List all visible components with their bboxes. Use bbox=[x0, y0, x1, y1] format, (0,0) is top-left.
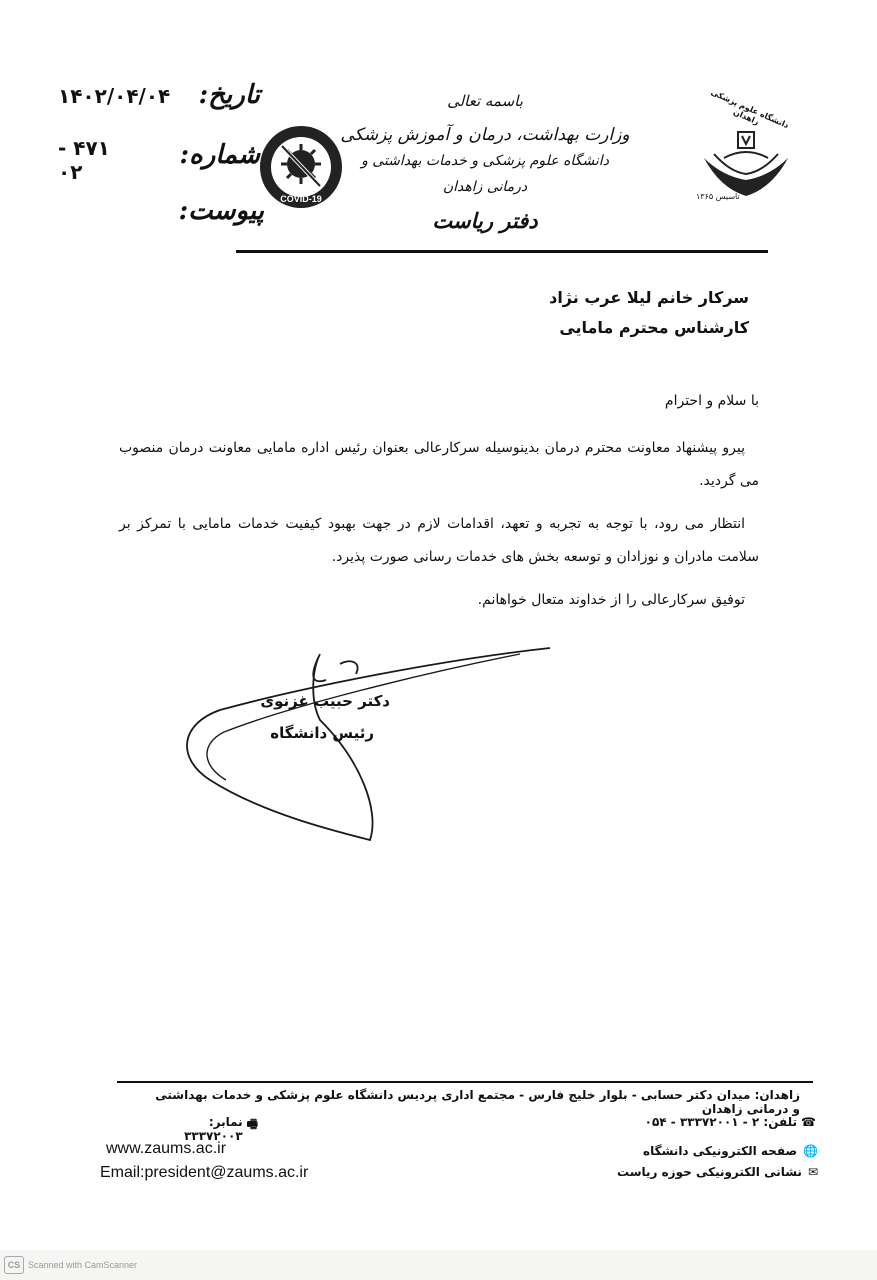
footer-divider bbox=[117, 1081, 813, 1083]
footer-fax: نمابر: ۳۳۳۷۲۰۰۳ bbox=[184, 1115, 243, 1143]
footer-website[interactable]: www.zaums.ac.ir bbox=[106, 1140, 227, 1157]
footer-email-label-row bbox=[600, 1165, 818, 1179]
covid-stamp-text: COVID-19 bbox=[280, 194, 322, 204]
signatory-title: رئیس دانشگاه bbox=[270, 724, 374, 742]
attachment-label: پیوست: bbox=[178, 196, 264, 226]
footer-fax-row bbox=[148, 1115, 258, 1143]
number-value: ۴۷۱ - ۰۲ bbox=[58, 136, 110, 184]
office-name: دفتر ریاست bbox=[432, 208, 538, 233]
email-icon: ✉ bbox=[807, 1165, 818, 1179]
greeting: با سلام و احترام bbox=[664, 393, 759, 409]
footer-address: زاهدان: میدان دکتر حسابی - بلوار خلیج فارس - مجتمع اداری پردیس دانشگاه علوم پزشکی و خدمات بهداشتی و درمانی زاهدان bbox=[155, 1088, 800, 1116]
footer-phone: تلفن: ۲ - ۳۳۳۷۲۰۰۱ - ۰۵۴ bbox=[644, 1115, 798, 1129]
covid-stamp bbox=[258, 124, 344, 210]
footer-email-label: نشانی الکترونیکی حوزه ریاست bbox=[617, 1165, 802, 1179]
footer-web-label: صفحه الکترونیکی دانشگاه bbox=[643, 1144, 798, 1158]
footer-email[interactable]: Email:president@zaums.ac.ir bbox=[100, 1164, 309, 1181]
university-name: دانشگاه علوم پزشکی و خدمات بهداشتی و درمانی زاهدان bbox=[361, 153, 609, 195]
handwritten-signature bbox=[180, 640, 560, 850]
closing-line: توفیق سرکارعالی را از خداوند متعال خواهانم. bbox=[477, 592, 745, 608]
recipient-title: کارشناس محترم مامایی bbox=[559, 318, 749, 337]
basmala: باسمه تعالی bbox=[447, 92, 523, 110]
footer-web-label-row bbox=[600, 1144, 818, 1158]
covid-stamp-icon bbox=[258, 124, 344, 210]
phone-icon: ☎ bbox=[801, 1115, 816, 1129]
logo-founded: تاسیس ۱۳۶۵ bbox=[696, 192, 740, 201]
scanner-watermark bbox=[4, 1256, 137, 1274]
body-paragraph-1: پیرو پیشنهاد معاونت محترم درمان بدینوسیله سرکارعالی بعنوان رئیس اداره مامایی معاونت درمان منصوب می گردید. bbox=[119, 440, 759, 489]
logo-text: دانشگاه علوم پزشکی زاهدان bbox=[709, 87, 791, 131]
date-value: ۱۴۰۲/۰۴/۰۴ bbox=[58, 84, 171, 108]
date-label: تاریخ: bbox=[198, 80, 260, 110]
ministry-name: وزارت بهداشت، درمان و آموزش پزشکی bbox=[340, 125, 630, 145]
header-divider bbox=[236, 250, 768, 253]
footer-phone-row bbox=[560, 1115, 816, 1129]
letterhead-center bbox=[340, 92, 630, 233]
camscanner-icon: CS bbox=[4, 1256, 24, 1274]
recipient-name: سرکار خانم لیلا عرب نژاد bbox=[549, 288, 749, 307]
web-icon: 🌐 bbox=[803, 1144, 818, 1158]
scanner-watermark-text: Scanned with CamScanner bbox=[28, 1260, 138, 1270]
fax-icon: 🖷 bbox=[246, 1117, 258, 1131]
signatory-name: دکتر حبیب غزنوی bbox=[260, 692, 390, 710]
body-paragraph-2: انتظار می رود، با توجه به تجربه و تعهد، اقدامات لازم در جهت بهبود کیفیت خدمات مامایی با تمرکز بر سلامت مادران و نوزادان و توسعه بخش های خدمات رسانی صورت پذیرد. bbox=[119, 516, 759, 565]
university-logo bbox=[690, 87, 802, 208]
number-label: شماره: bbox=[179, 140, 260, 170]
